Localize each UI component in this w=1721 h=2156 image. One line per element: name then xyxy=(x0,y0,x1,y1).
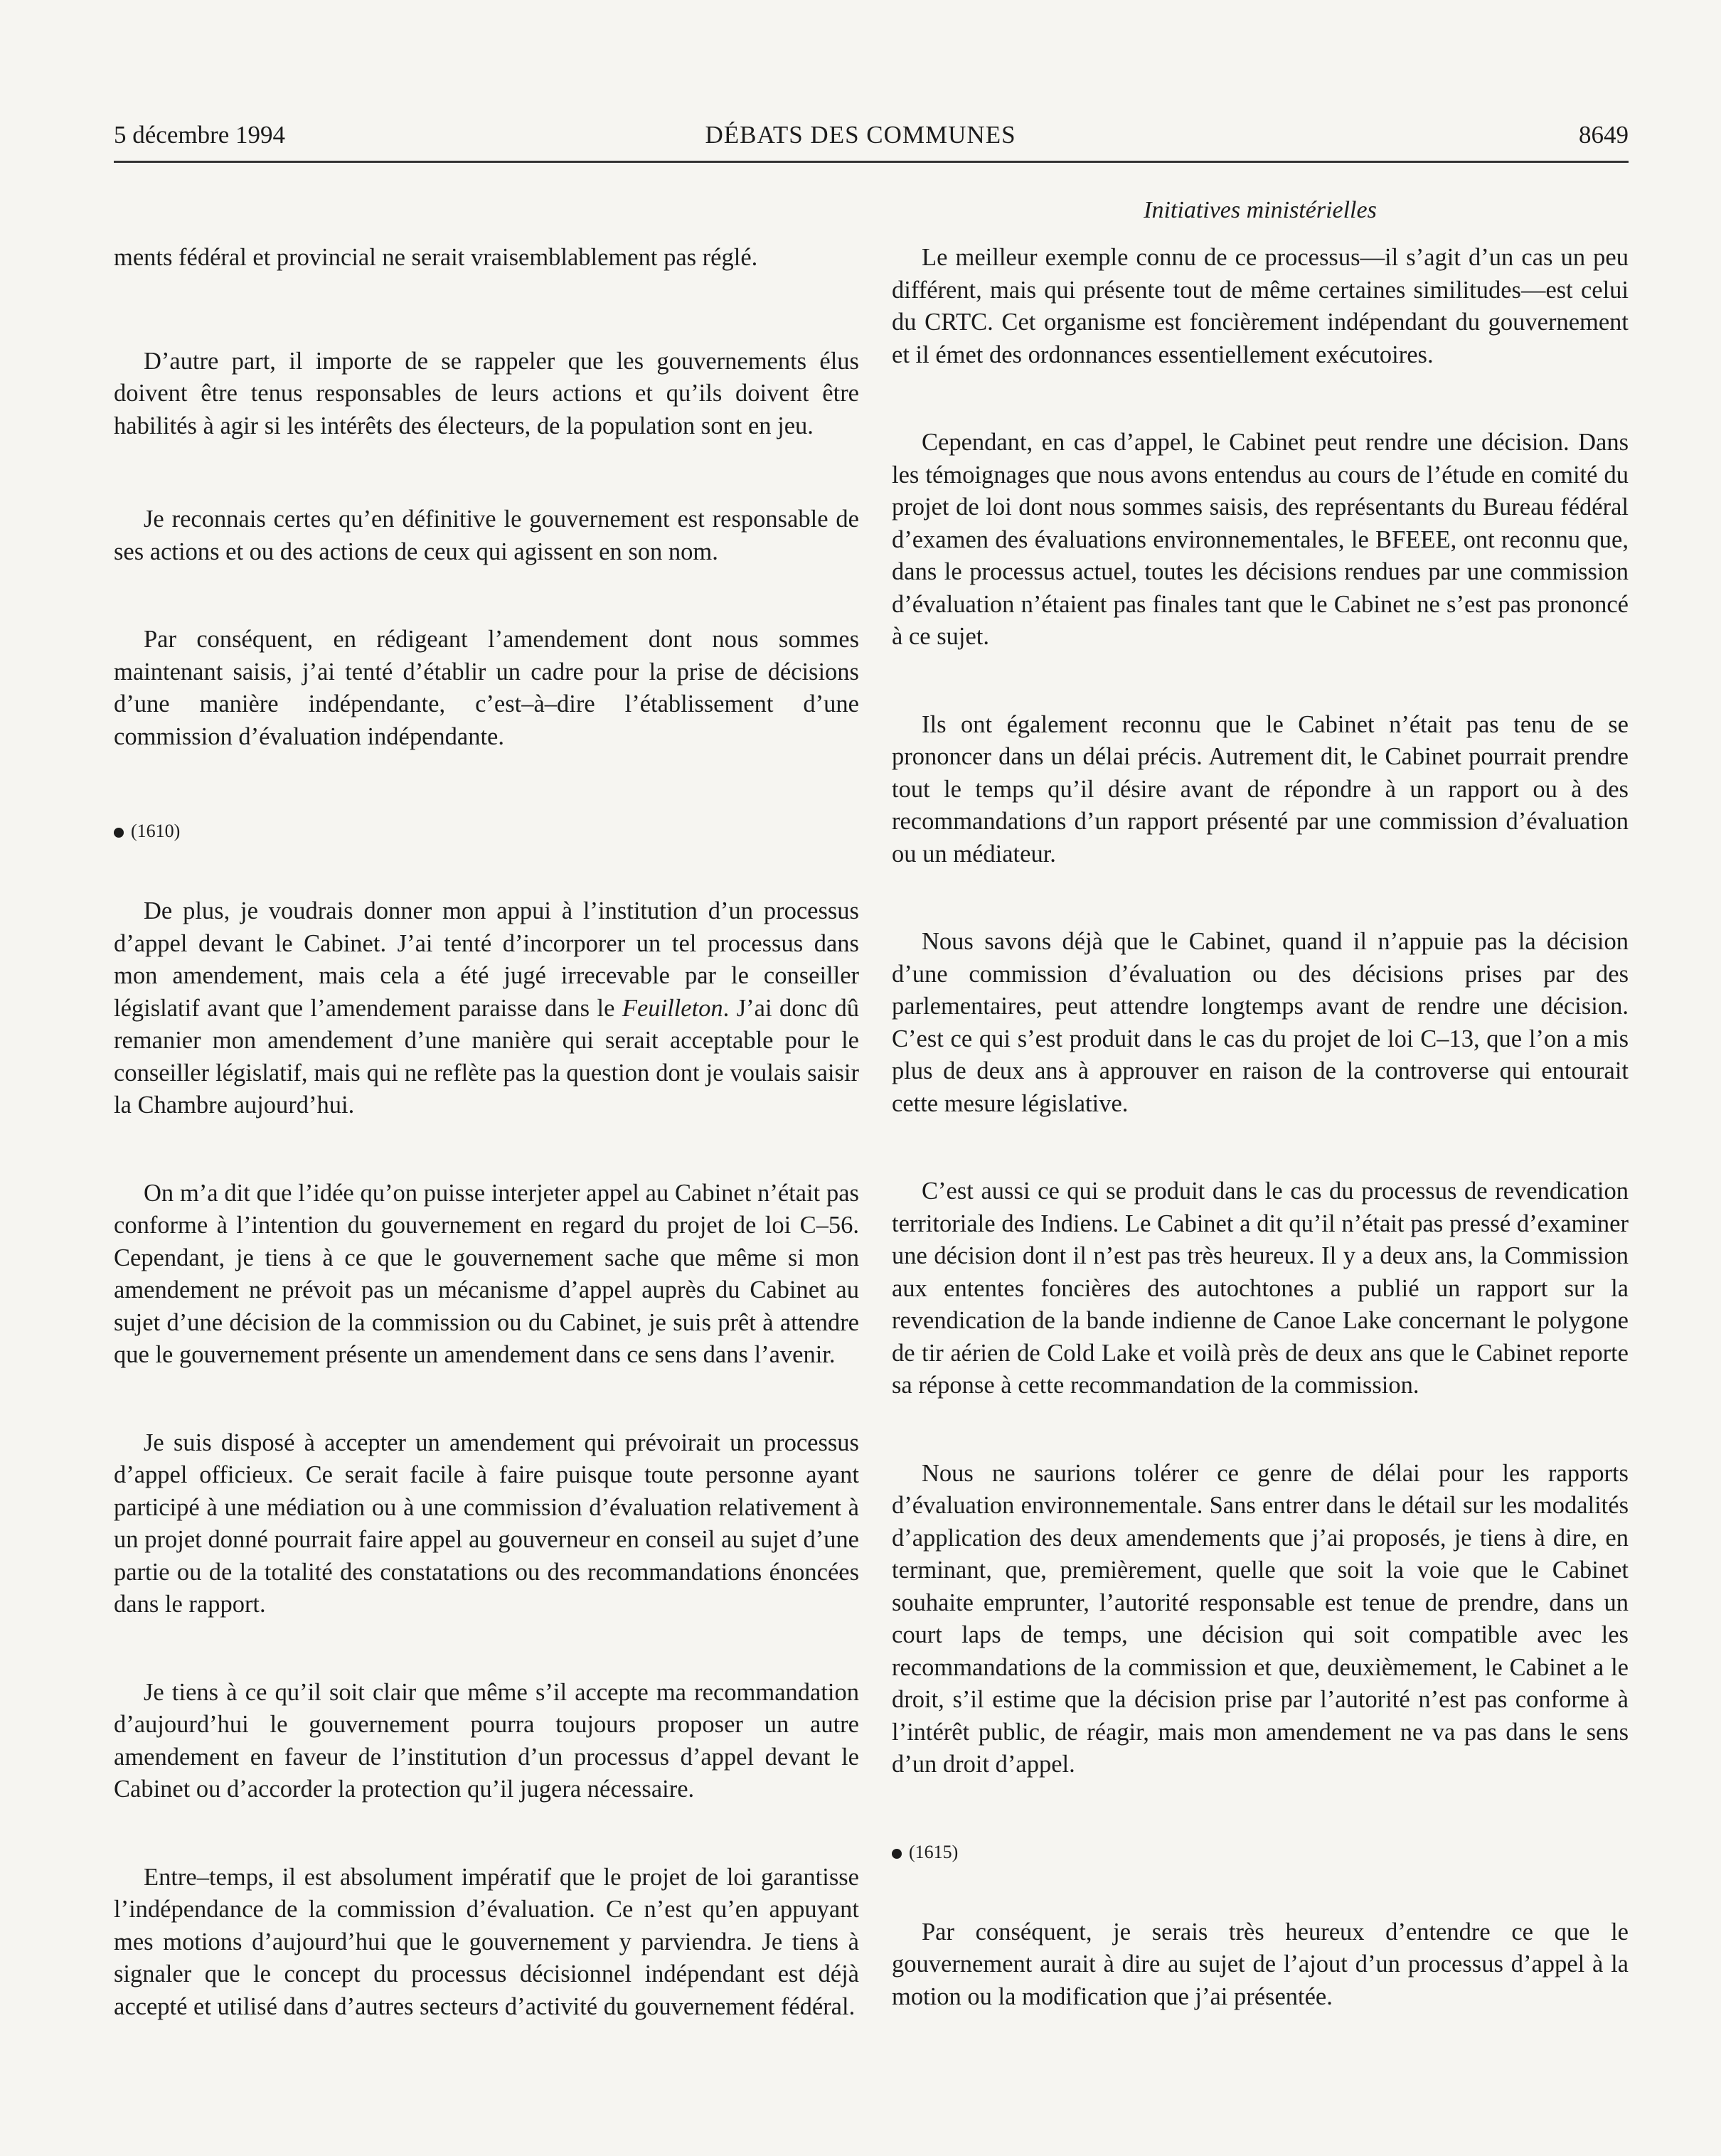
feuilleton-italic: Feuilleton xyxy=(622,994,723,1022)
time-marker xyxy=(892,1838,1629,1867)
left-column xyxy=(114,242,859,2078)
paragraph: Cependant, en cas d’appel, le Cabinet peut rendre une décision. Dans les témoignages que nous avons entendus au cours de l’étude en comité du projet de loi dont nous sommes saisis, des représentants du Bureau fédéral d’examen des évaluations environnementales, le BFEEE, ont reconnu que, dans le processus actuel, toutes les décisions rendues par une commission d’évaluation n’étaient pas finales tant que le Cabinet ne s’est pas prononcé à ce sujet. xyxy=(892,429,1629,650)
header-page-number: 8649 xyxy=(1579,121,1629,149)
header-date: 5 décembre 1994 xyxy=(114,121,286,149)
paragraph: ments fédéral et provincial ne serait vraisemblablement pas réglé. xyxy=(114,244,758,271)
section-heading: Initiatives ministérielles xyxy=(1144,197,1377,223)
paragraph: Entre–temps, il est absolument impératif que le projet de loi garantisse l’indépendance de la commission d’évaluation. Ce n’est qu’en appuyant mes motions d’aujourd’hui que le gouvernement y parviendra. Je tiens à signaler que le concept du processus décisionnel indépendant est déjà accepté et utilisé dans d’autres secteurs d’activité du gouvernement fédéral. xyxy=(114,1863,859,2020)
paragraph: Je reconnais certes qu’en définitive le gouvernement est responsable de ses actions et ou des actions de ceux qui agissent en son nom. xyxy=(114,506,859,565)
header-rule xyxy=(114,161,1629,163)
paragraph: On m’a dit que l’idée qu’on puisse interjeter appel au Cabinet n’était pas conforme à l’intention du gouvernement en regard du projet de loi C–56. Cependant, je tiens à ce que le gouvernement sache que même si mon amendement ne prévoit pas un mécanisme d’appel auprès du Cabinet au sujet d’une décision de la commission ou du Cabinet, je suis prêt à attendre que le gouvernement présente un amendement dans ce sens dans l’avenir. xyxy=(114,1179,859,1368)
paragraph: Par conséquent, en rédigeant l’amendement dont nous sommes maintenant saisis, j’ai tenté d’établir un cadre pour la prise de décisions d’une manière indépendante, c’est–à–dire l’établissement d’une commission d’évaluation indépendante. xyxy=(114,626,859,750)
paragraph: Nous ne saurions tolérer ce genre de délai pour les rapports d’évaluation environnementale. Sans entrer dans le détail sur les modalités d’application des deux amendements que j’ai proposés, je tiens à dire, en terminant, que, premièrement, quelle que soit la voie que le Cabinet souhaite emprunter, l’autorité responsable est tenue de prendre, dans un court laps de temps, une décision qui soit compatible avec les recommandations de la commission et que, deuxièmement, le Cabinet a le droit, s’il estime que la décision prise par l’autorité n’est pas conforme à l’intérêt public, de réagir, mais mon amendement ne va pas dans le sens d’un droit d’appel. xyxy=(892,1459,1629,1778)
paragraph: Par conséquent, je serais très heureux d’entendre ce que le gouvernement aurait à dire au sujet de l’ajout d’un processus d’appel à la motion ou la modification que j’ai présentée. xyxy=(892,1918,1629,2010)
right-column xyxy=(892,242,1629,2069)
paragraph: De plus, je voudrais donner mon appui à l’institution d’un processus d’appel devant le Cabinet. J’ai tenté d’incorporer un tel processus dans mon amendement, mais cela a été jugé irrecevable par le conseiller législatif avant que l’amendement paraisse dans le Feuilleton. J’ai donc dû remanier mon amendement d’une manière qui serait acceptable pour le conseiller législatif, mais qui ne reflète pas la question dont je voulais saisir la Chambre aujourd’hui. xyxy=(114,897,859,1119)
bullet-icon xyxy=(114,828,124,838)
bullet-icon xyxy=(892,1849,902,1859)
paragraph: Je tiens à ce qu’il soit clair que même s’il accepte ma recommandation d’aujourd’hui le gouvernement pourra toujours proposer un autre amendement en faveur de l’institution d’un processus d’appel devant le Cabinet ou d’accorder la protection qu’il jugera nécessaire. xyxy=(114,1678,859,1803)
paragraph: Je suis disposé à accepter un amendement qui prévoirait un processus d’appel officieux. Ce serait facile à faire puisque toute personne ayant participé à une médiation ou à une commission d’évaluation relativement à un projet donné pourrait faire appel au gouverneur en conseil au sujet d’une partie ou de la totalité des constatations ou des recommandations énoncées dans le rapport. xyxy=(114,1429,859,1618)
paragraph: Ils ont également reconnu que le Cabinet n’était pas tenu de se prononcer dans un délai précis. Autrement dit, le Cabinet pourrait prendre tout le temps qu’il désire avant de répondre à un rapport ou à des recommandations d’un rapport présenté par une commission d’évaluation ou un médiateur. xyxy=(892,710,1629,868)
paragraph: Nous savons déjà que le Cabinet, quand il n’appuie pas la décision d’une commission d’évaluation ou des décisions prises par des parlementaires, peut attendre longtemps avant de rendre une décision. C’est ce qui s’est produit dans le cas du projet de loi C–13, que l’on a mis plus de deux ans à approuver en raison de la controverse qui entourait cette mesure législative. xyxy=(892,928,1629,1117)
paragraph: Le meilleur exemple connu de ce processus—il s’agit d’un cas un peu différent, mais qui présente tout de même certaines similitudes—est celui du CRTC. Cet organisme est foncièrement indépendant du gouvernement et il émet des ordonnances essentiellement exécutoires. xyxy=(892,244,1629,368)
paragraph: C’est aussi ce qui se produit dans le cas du processus de revendication territoriale des Indiens. Le Cabinet a dit qu’il n’était pas pressé d’examiner une décision dont il n’est pas très heureux. Il y a deux ans, la Commission aux ententes foncières des autochtones a publié un rapport sur la revendication de la bande indienne de Canoe Lake concernant le polygone de tir aérien de Cold Lake et voilà près de deux ans que le Cabinet reporte sa réponse à cette recommandation de la commission. xyxy=(892,1178,1629,1399)
time-marker xyxy=(114,817,859,845)
time-marker-label: (1615) xyxy=(909,1841,959,1862)
header-title: DÉBATS DES COMMUNES xyxy=(705,121,1016,149)
time-marker-label: (1610) xyxy=(131,821,181,841)
paragraph: D’autre part, il importe de se rappeler que les gouvernements élus doivent être tenus responsables de leurs actions et qu’ils doivent être habilités à agir si les intérêts des électeurs, de la population sont en jeu. xyxy=(114,347,859,439)
